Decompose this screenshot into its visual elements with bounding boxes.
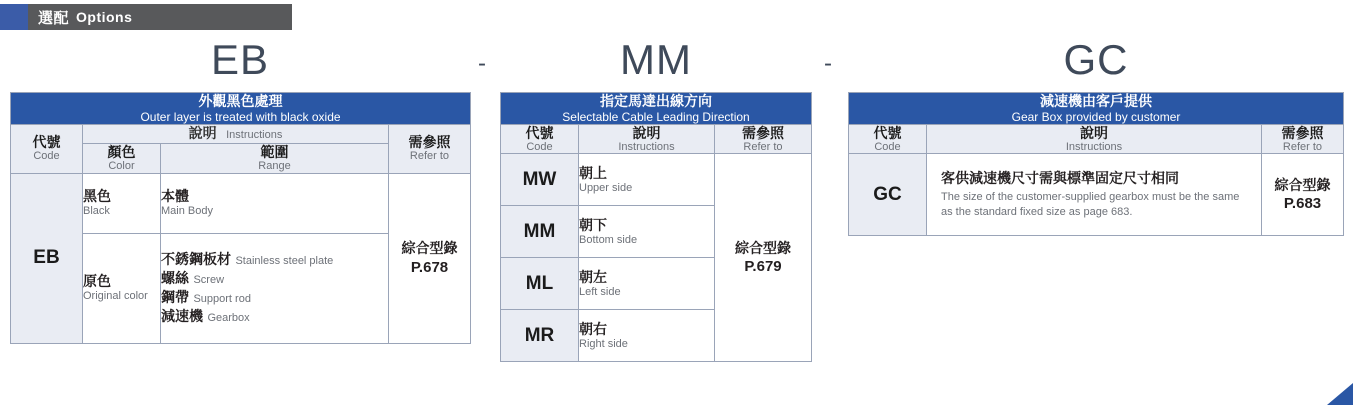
header-instructions-en: Instructions [618,140,675,153]
range-item-zh: 鋼帶 [161,289,189,306]
range-item-zh: 不銹鋼板材 [161,250,231,267]
range-item-en: Screw [193,274,225,287]
header-color-en: Color [108,160,135,173]
range-line [161,288,388,307]
cell-range-original [161,233,389,343]
cell-refer-gc [1262,154,1344,236]
cell-desc-mm [579,206,715,258]
header-refer-zh: 需參照 [408,134,451,151]
header-code-en: Code [33,150,60,163]
table-gc-title [849,93,1344,125]
header-refer [1262,124,1344,154]
cell-desc-ml [579,258,715,310]
header-instructions-zh: 說明 [632,124,661,141]
header-code-zh: 代號 [32,134,61,151]
header-refer-en: Refer to [743,140,783,153]
cell-color-original [83,233,161,343]
table-mm-title-zh: 指定馬達出線方向 [600,93,712,109]
refer-page: P.679 [744,258,782,276]
range-line [161,250,388,269]
table-gc [848,92,1344,236]
cell-code-gc: GC [849,154,927,236]
header-title-en: Options [76,9,133,25]
refer-zh: 綜合型錄 [735,240,791,257]
range-item-zh: 本體 [161,188,189,205]
table-eb-title-zh: 外觀黑色處理 [198,93,283,109]
header-refer [715,124,812,154]
code-separator-2: - [824,50,832,77]
header-instructions-en: Instructions [1065,140,1123,153]
header-range-zh: 範圍 [260,144,289,161]
table-eb-title-en: Outer layer is treated with black oxide [140,109,341,124]
cell-color-original-zh: 原色 [83,273,111,290]
header-color [83,144,161,174]
table-gc-title-en: Gear Box provided by customer [1011,109,1181,124]
desc-en: The size of the customer-supplied gearbox must be the same as the standard fixed size as page 683. [941,190,1240,218]
table-mm-title-en: Selectable Cable Leading Direction [562,109,750,124]
header-refer-en: Refer to [1282,140,1323,153]
big-code-eb: EB [210,36,270,83]
header-code [849,124,927,154]
table-row [11,124,471,143]
header-title-zh: 選配 [38,9,70,27]
cell-refer-eb [389,173,471,343]
header-code [11,124,83,173]
table-row [501,93,812,125]
options-header [0,4,292,30]
table-gc-title-zh: 減速機由客戶提供 [1040,93,1152,109]
desc-en: Bottom side [579,233,638,246]
table-row [501,154,812,206]
range-item-en: Support rod [193,293,251,306]
header-instructions [927,124,1262,154]
header-range [161,144,389,174]
refer-zh: 綜合型錄 [401,240,458,257]
cell-range-black [161,173,389,233]
cell-desc-gc [927,154,1262,236]
table-row [849,124,1344,154]
desc-zh: 朝下 [579,216,607,233]
code-separator-1: - [478,50,486,77]
desc-zh: 朝上 [579,164,607,181]
table-row [11,93,471,125]
cell-desc-mr [579,310,715,362]
range-line [161,269,388,288]
desc-zh: 朝左 [579,268,607,285]
header-code-zh: 代號 [525,124,554,141]
header-refer [389,124,471,173]
cell-code-eb: EB [11,173,83,343]
cell-code-mm: MM [501,206,579,258]
header-instructions-zh: 說明 [1080,124,1108,141]
header-instructions [83,124,389,143]
range-item-en: Stainless steel plate [235,254,334,267]
cell-code-mw: MW [501,154,579,206]
cell-desc-mw [579,154,715,206]
header-code-zh: 代號 [873,124,902,141]
page-corner-mark [1327,383,1353,405]
header-code-en: Code [874,140,901,153]
big-code-mm: MM [620,36,692,83]
table-eb [10,92,471,344]
header-range-en: Range [258,160,291,173]
header-color-swatch [0,4,28,30]
header-color-zh: 顏色 [107,144,136,161]
header-bar [28,4,292,30]
range-item-zh: 減速機 [161,308,203,325]
cell-refer-mm [715,154,812,362]
range-item-zh: 螺絲 [161,270,189,287]
desc-en: Left side [579,285,621,298]
cell-color-black [83,173,161,233]
header-code [501,124,579,154]
table-row [501,124,812,154]
table-mm [500,92,812,362]
cell-color-black-zh: 黑色 [83,188,111,205]
table-mm-title [501,93,812,125]
refer-page: P.683 [1283,195,1322,213]
range-line [161,307,388,326]
table-row [11,173,471,233]
cell-color-original-en: Original color [83,290,148,303]
range-item-en: Gearbox [207,312,250,325]
header-refer-zh: 需參照 [742,124,784,141]
header-refer-zh: 需參照 [1281,124,1324,141]
table-row [849,154,1344,236]
desc-zh: 客供減速機尺寸需與標準固定尺寸相同 [941,170,1179,187]
cell-color-black-en: Black [83,205,110,218]
range-item-en: Main Body [161,205,213,218]
refer-page: P.678 [410,258,449,276]
big-code-gc: GC [1063,36,1129,83]
refer-zh: 綜合型錄 [1274,177,1331,194]
desc-zh: 朝右 [579,320,607,337]
table-eb-title [11,93,471,125]
header-code-en: Code [526,140,553,153]
header-instructions-zh: 說明 [188,124,217,141]
table-row [849,93,1344,125]
header-instructions-en: Instructions [226,128,283,141]
header-refer-en: Refer to [409,150,450,163]
cell-code-ml: ML [501,258,579,310]
desc-en: Right side [579,337,628,350]
cell-code-mr: MR [501,310,579,362]
desc-en: Upper side [579,181,633,194]
header-instructions [579,124,715,154]
